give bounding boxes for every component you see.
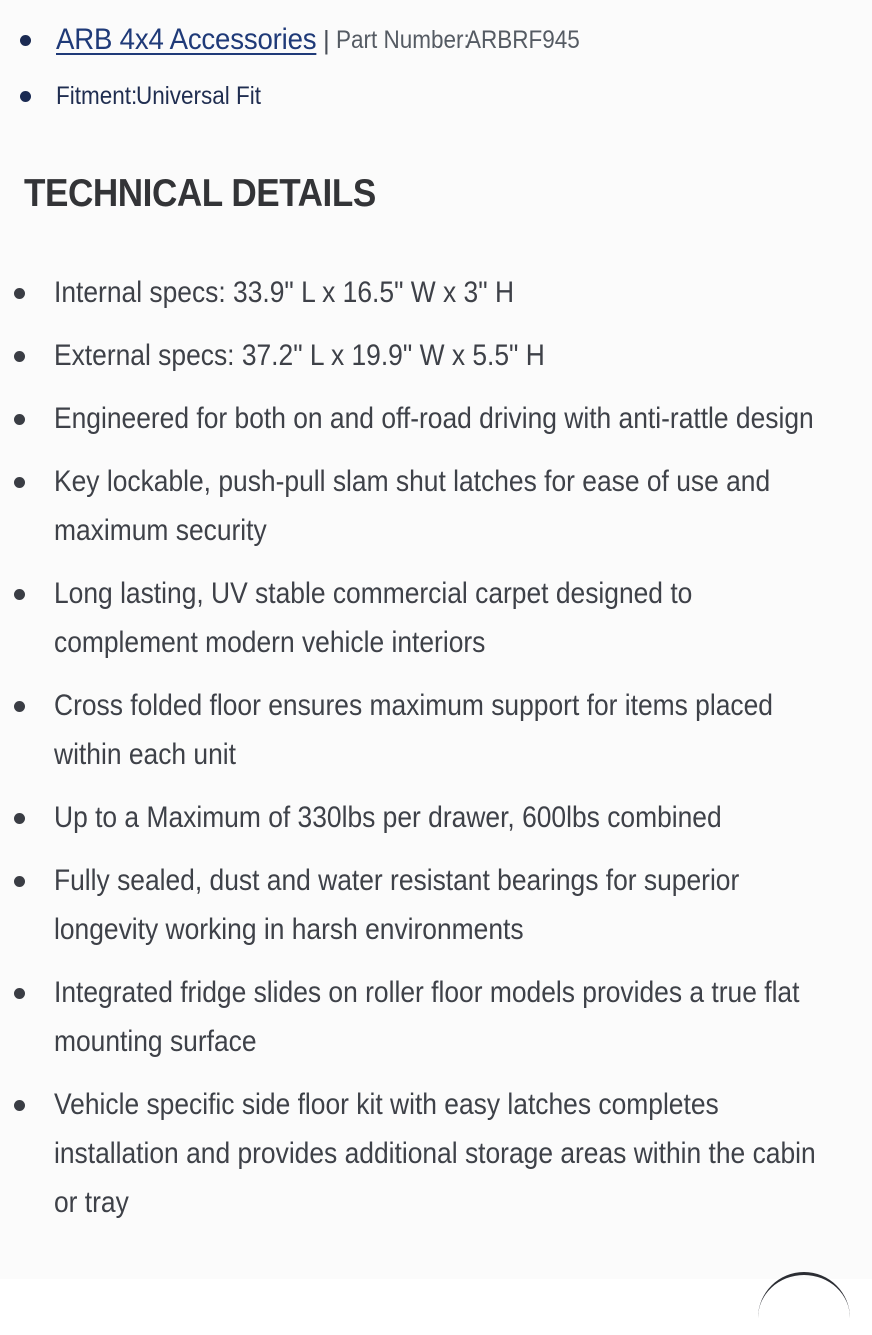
detail-text: External specs: 37.2" L x 19.9" W x 5.5" H [54,339,545,372]
detail-text: Long lasting, UV stable commercial carpet designed to complement modern vehicle interiors [54,577,693,659]
detail-item [0,457,872,555]
detail-item [0,968,872,1066]
bullet-dot [14,351,25,362]
detail-text: Integrated fridge slides on roller floor models provides a true flat mounting surface [54,976,800,1058]
detail-item [0,394,872,443]
bullet-dot [14,1100,25,1111]
detail-item [0,856,872,954]
technical-details-heading: TECHNICAL DETAILS [24,172,376,215]
bullet-dot [14,813,25,824]
bullet-dot [14,414,25,425]
fitment-item [0,68,872,124]
detail-text: Engineered for both on and off-road driving with anti-rattle design [54,402,814,435]
detail-item [0,569,872,667]
detail-text: Up to a Maximum of 330lbs per drawer, 600lbs combined [54,801,722,834]
meta-separator: | [323,24,330,55]
bullet-dot [20,91,31,102]
detail-item [0,331,872,380]
detail-item [0,681,872,779]
detail-text: Cross folded floor ensures maximum support for items placed within each unit [54,689,773,771]
bullet-dot [14,288,25,299]
detail-item [0,268,872,317]
bullet-dot [14,589,25,600]
fitment-value: Universal Fit [136,81,262,110]
bullet-dot [14,701,25,712]
part-number-value: ARBRF945 [466,25,581,54]
brand-link[interactable]: ARB 4x4 Accessories [56,23,317,56]
bullet-dot [14,988,25,999]
bullet-dot [14,876,25,887]
product-meta-list [0,12,872,124]
brand-part-item [0,12,872,68]
part-number-label: Part Number: [335,25,470,54]
detail-item [0,1080,872,1227]
fitment-label: Fitment: [56,81,138,110]
bullet-dot [14,477,25,488]
detail-text: Key lockable, push-pull slam shut latches for ease of use and maximum security [54,465,771,547]
detail-text: Fully sealed, dust and water resistant bearings for superior longevity working in harsh environments [54,864,740,946]
bullet-dot [20,35,31,46]
technical-details-list [0,268,872,1241]
detail-text: Internal specs: 33.9" L x 16.5" W x 3" H [54,276,515,309]
detail-text: Vehicle specific side floor kit with easy latches completes installation and provides additional storage areas within the cabin or tray [54,1088,816,1219]
floating-action-button[interactable] [758,1272,850,1335]
detail-item [0,793,872,842]
